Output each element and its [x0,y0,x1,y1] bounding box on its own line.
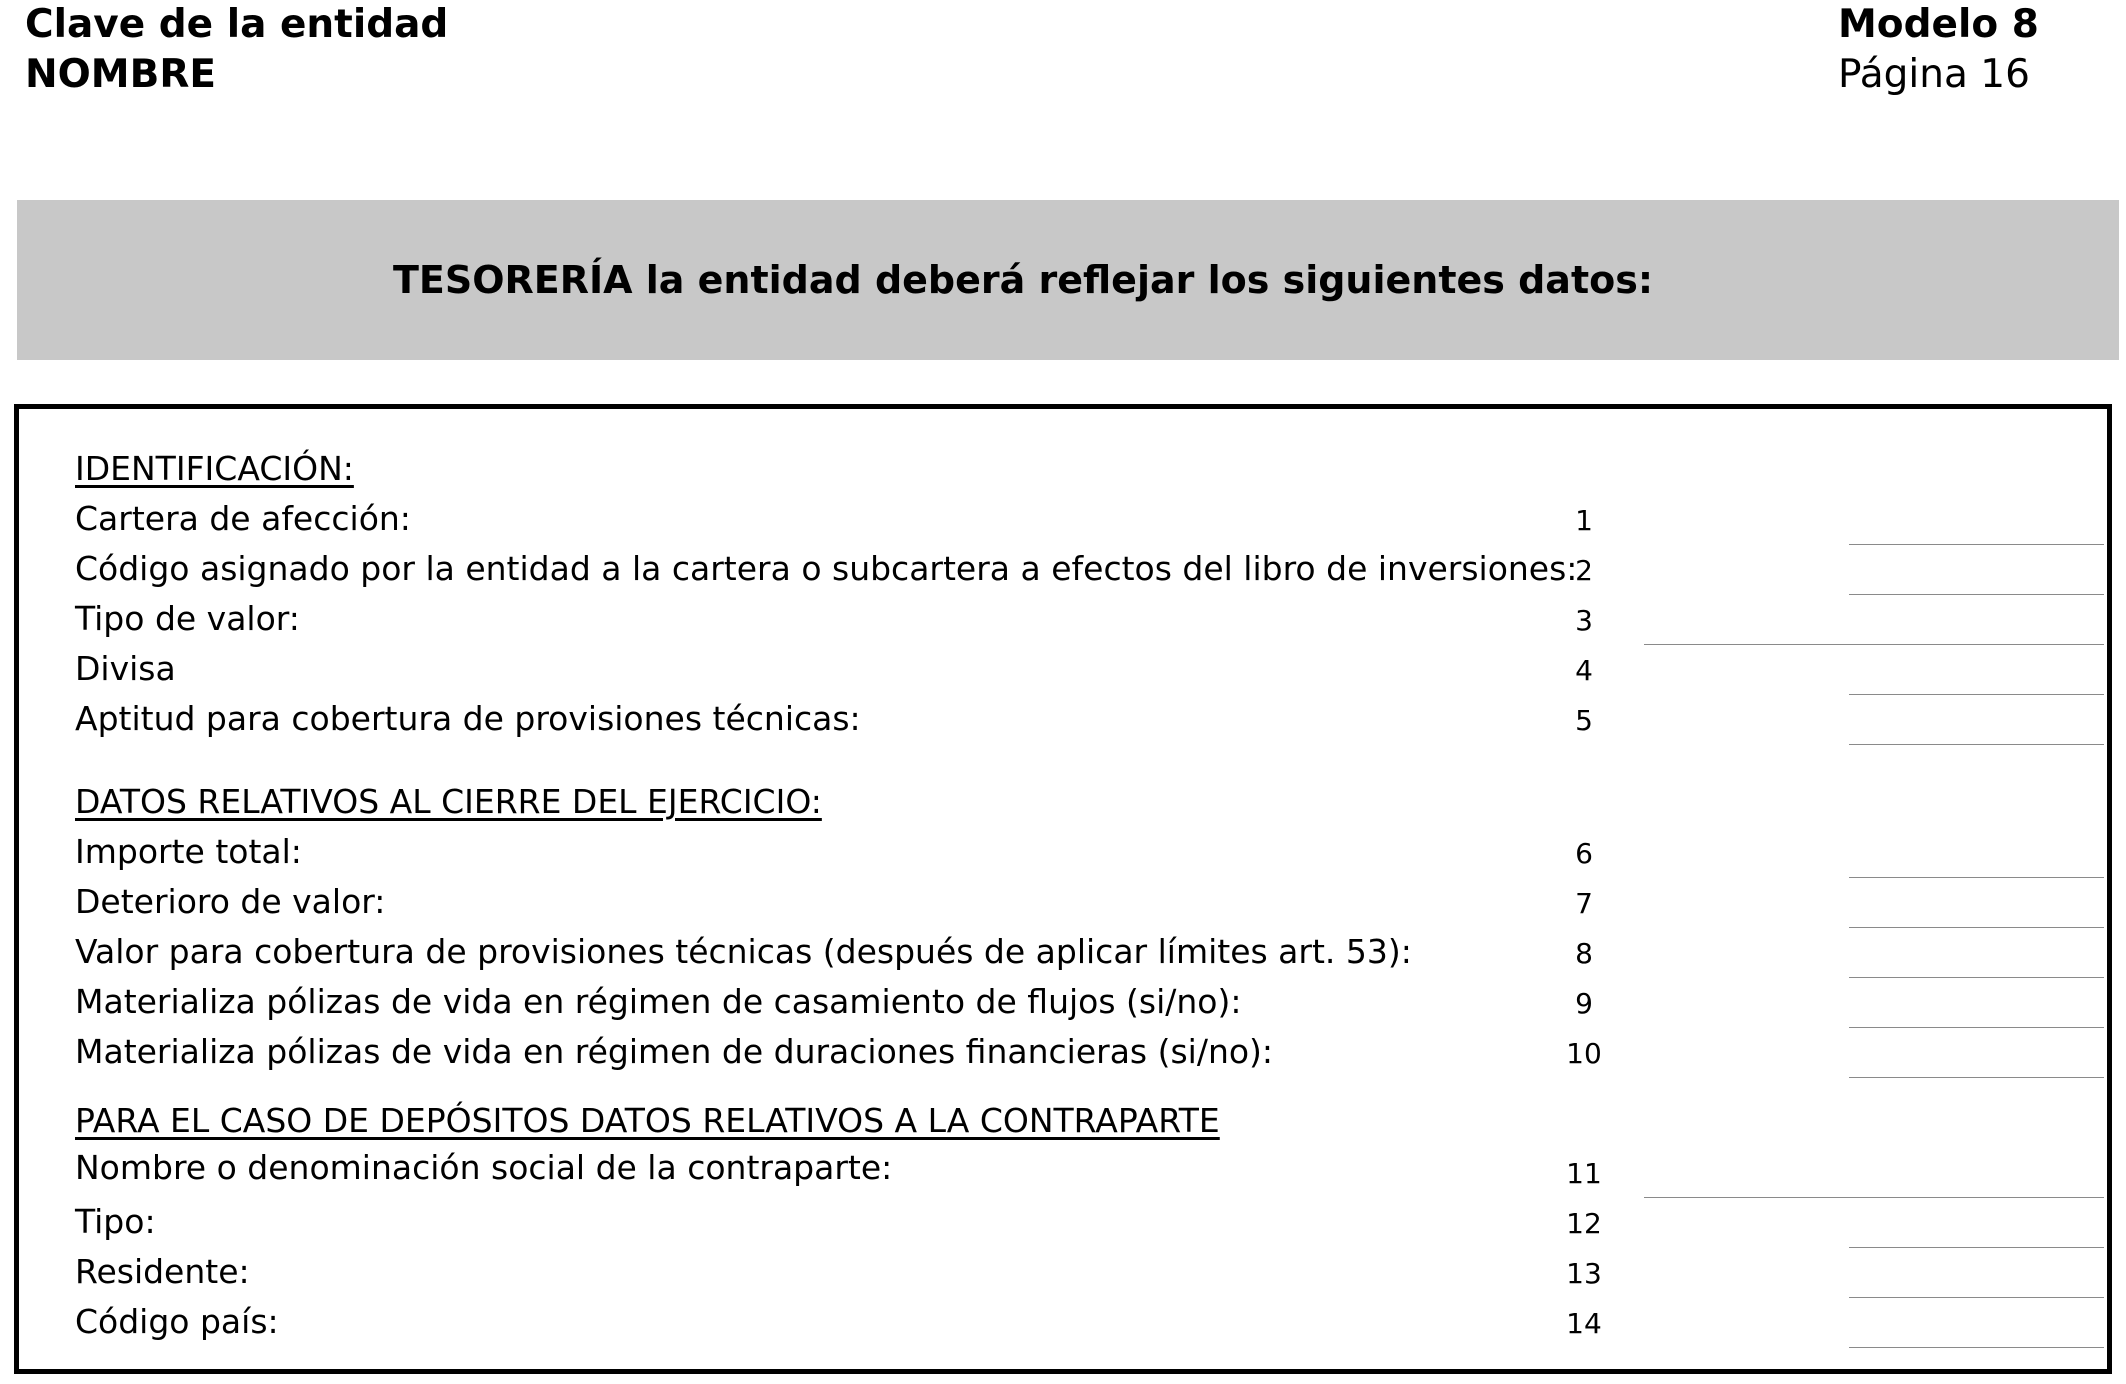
section-banner [17,200,2119,360]
field-input-importe-total[interactable] [1849,877,2104,878]
field-label-codigo-pais: Código país: [75,1302,279,1341]
field-number: 10 [1566,1037,1602,1070]
field-input-nombre-contraparte[interactable] [1644,1197,2104,1198]
entity-key-label: Clave de la entidad [25,2,449,47]
field-label-cartera: Cartera de afección: [75,499,411,538]
field-label-divisa: Divisa [75,649,176,688]
field-number: 14 [1566,1307,1602,1340]
field-input-tipo[interactable] [1849,1247,2104,1248]
field-number: 3 [1575,604,1593,637]
field-label-casamiento-flujos: Materializa pólizas de vida en régimen de casamiento de flujos (si/no): [75,982,1242,1021]
field-number: 2 [1575,554,1593,587]
field-input-valor-cobertura[interactable] [1849,977,2104,978]
model-code: Modelo 8 [1838,2,2039,47]
field-input-deterioro[interactable] [1849,927,2104,928]
field-input-divisa[interactable] [1849,694,2104,695]
field-input-tipo-valor[interactable] [1644,644,2104,645]
field-label-deterioro: Deterioro de valor: [75,882,386,921]
entity-name-label: NOMBRE [25,52,217,97]
field-number: 6 [1575,837,1593,870]
field-input-codigo-asignado[interactable] [1849,594,2104,595]
field-label-importe-total: Importe total: [75,832,302,871]
field-number: 8 [1575,937,1593,970]
section-title-identificacion: IDENTIFICACIÓN: [75,449,354,488]
field-label-aptitud: Aptitud para cobertura de provisiones técnicas: [75,699,861,738]
section-title-cierre-ejercicio: DATOS RELATIVOS AL CIERRE DEL EJERCICIO: [75,782,822,821]
field-label-codigo-asignado: Código asignado por la entidad a la cartera o subcartera a efectos del libro de inversiones: [75,549,1578,588]
field-input-duraciones-financieras[interactable] [1849,1077,2104,1078]
field-number: 5 [1575,704,1593,737]
banner-title: TESORERÍA la entidad deberá reflejar los siguientes datos: [392,258,1654,302]
field-input-aptitud[interactable] [1849,744,2104,745]
field-number: 1 [1575,504,1593,537]
section-title-contraparte: PARA EL CASO DE DEPÓSITOS DATOS RELATIVOS A LA CONTRAPARTE [75,1101,1220,1140]
field-label-tipo-valor: Tipo de valor: [75,599,300,638]
field-input-codigo-pais[interactable] [1849,1347,2104,1348]
page-number: Página 16 [1838,52,2030,97]
field-input-casamiento-flujos[interactable] [1849,1027,2104,1028]
field-label-valor-cobertura: Valor para cobertura de provisiones técnicas (después de aplicar límites art. 53): [75,932,1412,971]
field-number: 13 [1566,1257,1602,1290]
field-number: 4 [1575,654,1593,687]
form-box [14,404,2112,1374]
field-number: 11 [1566,1157,1602,1190]
field-label-residente: Residente: [75,1252,250,1291]
field-input-residente[interactable] [1849,1297,2104,1298]
field-label-nombre-contraparte: Nombre o denominación social de la contraparte: [75,1148,893,1187]
field-number: 9 [1575,987,1593,1020]
field-input-cartera[interactable] [1849,544,2104,545]
field-label-tipo: Tipo: [75,1202,156,1241]
field-label-duraciones-financieras: Materializa pólizas de vida en régimen de duraciones financieras (si/no): [75,1032,1274,1071]
field-number: 7 [1575,887,1593,920]
field-number: 12 [1566,1207,1602,1240]
